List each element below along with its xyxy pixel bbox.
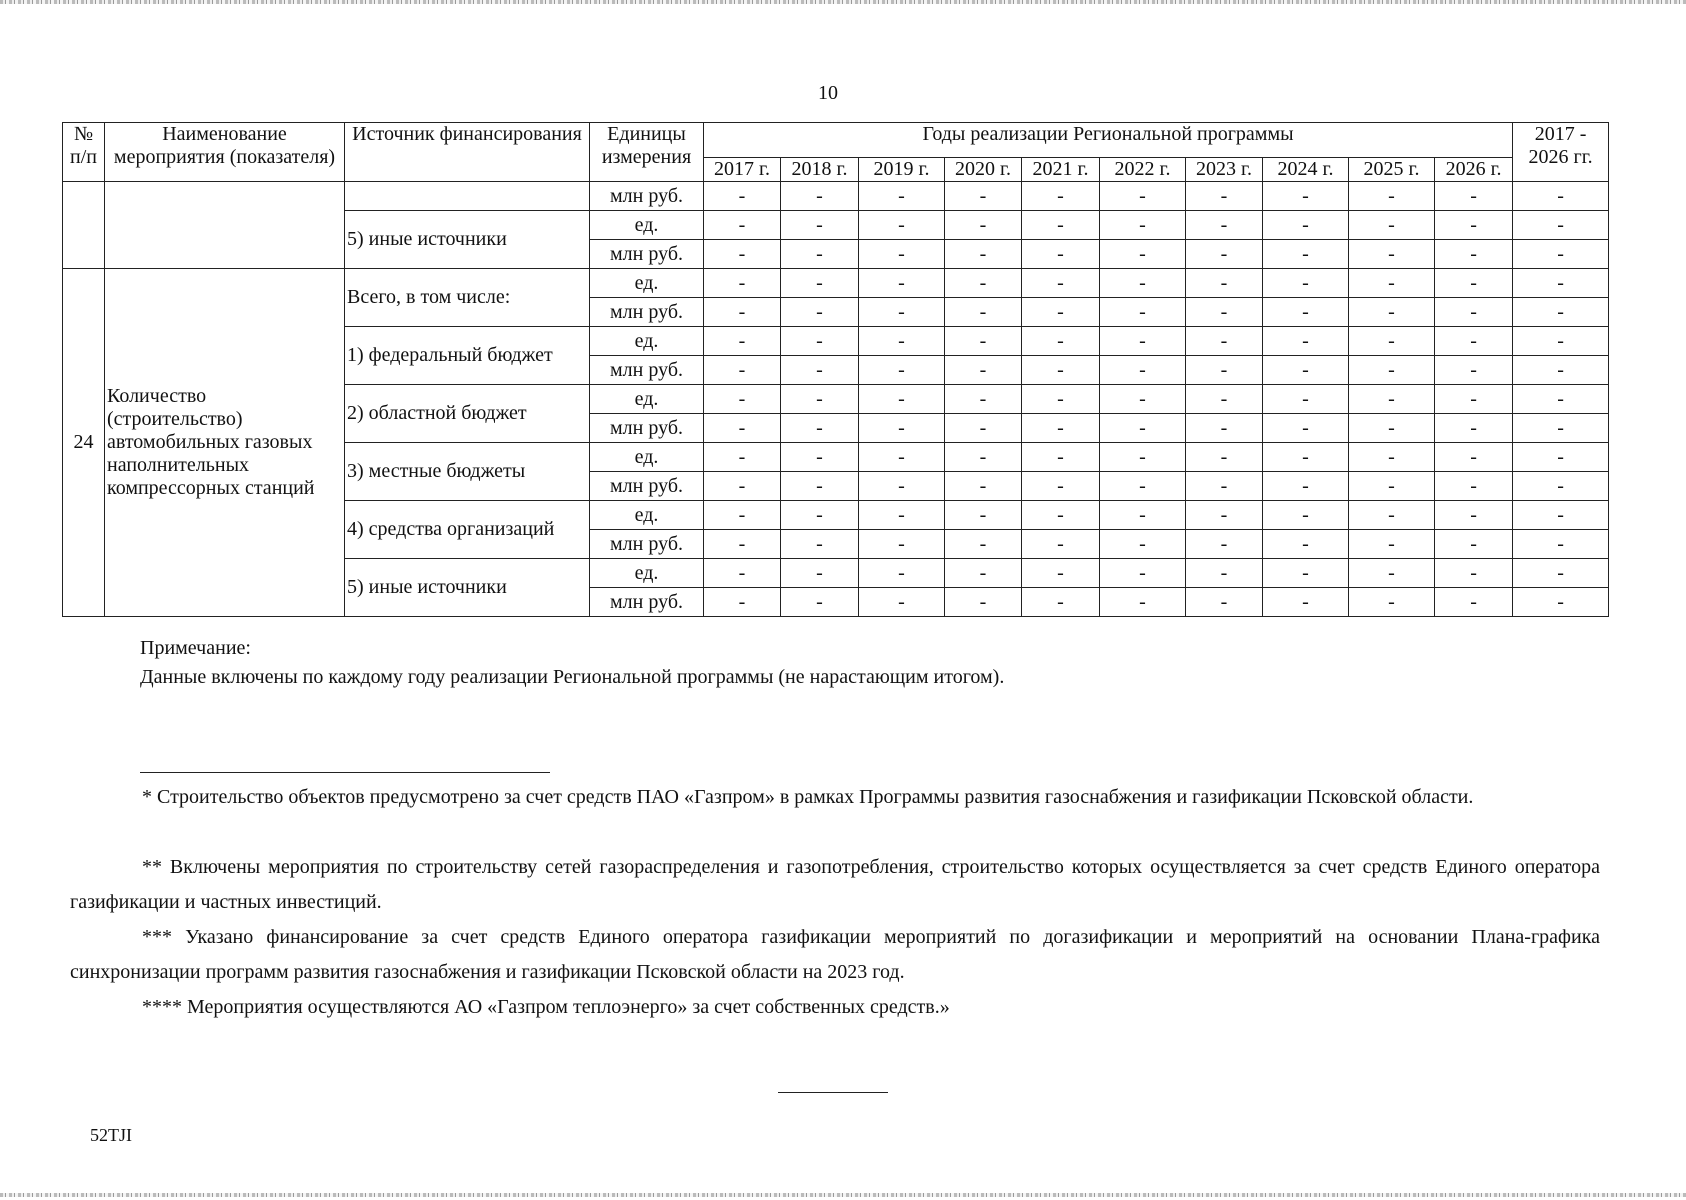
- value-cell: -: [1513, 269, 1609, 298]
- value-cell: -: [1349, 443, 1435, 472]
- value-cell: -: [704, 588, 781, 617]
- value-cell: -: [859, 211, 945, 240]
- value-cell: -: [1263, 211, 1349, 240]
- value-cell: -: [781, 356, 859, 385]
- value-cell: -: [1513, 356, 1609, 385]
- value-cell: -: [1513, 443, 1609, 472]
- value-cell: -: [1435, 443, 1513, 472]
- source-cell: Всего, в том числе:: [345, 269, 590, 327]
- value-cell: -: [1435, 588, 1513, 617]
- value-cell: -: [704, 443, 781, 472]
- value-cell: -: [1349, 182, 1435, 211]
- value-cell: -: [859, 472, 945, 501]
- value-cell: -: [1263, 443, 1349, 472]
- value-cell: -: [781, 182, 859, 211]
- value-cell: -: [945, 269, 1022, 298]
- value-cell: -: [781, 298, 859, 327]
- header-year: 2019 г.: [859, 158, 945, 182]
- value-cell: -: [1022, 182, 1100, 211]
- value-cell: -: [781, 211, 859, 240]
- value-cell: -: [1263, 588, 1349, 617]
- header-year: 2018 г.: [781, 158, 859, 182]
- value-cell: -: [1022, 414, 1100, 443]
- unit-cell: ед.: [590, 269, 704, 298]
- value-cell: -: [859, 443, 945, 472]
- value-cell: -: [859, 559, 945, 588]
- table-row: [63, 182, 1609, 211]
- value-cell: -: [704, 501, 781, 530]
- value-cell: -: [1022, 385, 1100, 414]
- unit-cell: ед.: [590, 443, 704, 472]
- value-cell: -: [1100, 443, 1186, 472]
- value-cell: -: [1022, 588, 1100, 617]
- value-cell: -: [1263, 414, 1349, 443]
- value-cell: -: [1186, 501, 1263, 530]
- value-cell: -: [859, 269, 945, 298]
- value-cell: -: [1186, 182, 1263, 211]
- value-cell: -: [1513, 211, 1609, 240]
- value-cell: -: [1100, 501, 1186, 530]
- value-cell: -: [704, 182, 781, 211]
- value-cell: -: [1186, 327, 1263, 356]
- value-cell: -: [1513, 240, 1609, 269]
- value-cell: -: [1100, 385, 1186, 414]
- value-cell: -: [1349, 240, 1435, 269]
- value-cell: -: [1349, 530, 1435, 559]
- value-cell: -: [1022, 269, 1100, 298]
- value-cell: -: [1022, 530, 1100, 559]
- value-cell: -: [1435, 472, 1513, 501]
- value-cell: -: [704, 211, 781, 240]
- value-cell: -: [1435, 530, 1513, 559]
- source-cell: 4) средства организаций: [345, 501, 590, 559]
- value-cell: -: [704, 298, 781, 327]
- value-cell: -: [781, 443, 859, 472]
- value-cell: -: [945, 182, 1022, 211]
- doc-code: 52TJI: [90, 1125, 132, 1145]
- value-cell: -: [1186, 356, 1263, 385]
- value-cell: -: [1349, 269, 1435, 298]
- num-cell-empty: [63, 182, 105, 269]
- source-cell: 2) областной бюджет: [345, 385, 590, 443]
- header-year: 2024 г.: [1263, 158, 1349, 182]
- value-cell: -: [1513, 385, 1609, 414]
- value-cell: -: [704, 327, 781, 356]
- value-cell: -: [1022, 443, 1100, 472]
- value-cell: -: [1349, 588, 1435, 617]
- value-cell: -: [1022, 472, 1100, 501]
- value-cell: -: [704, 356, 781, 385]
- value-cell: -: [1435, 414, 1513, 443]
- header-total: 2017 - 2026 гг.: [1513, 123, 1609, 182]
- header-num: № п/п: [63, 123, 105, 182]
- footnote-4: **** Мероприятия осуществляются АО «Газпром теплоэнерго» за счет собственных средств.»: [142, 996, 950, 1018]
- value-cell: -: [1349, 559, 1435, 588]
- value-cell: -: [1186, 298, 1263, 327]
- value-cell: -: [1513, 327, 1609, 356]
- unit-cell: ед.: [590, 559, 704, 588]
- value-cell: -: [781, 269, 859, 298]
- note-title: Примечание:: [140, 637, 251, 659]
- value-cell: -: [1349, 327, 1435, 356]
- value-cell: -: [781, 588, 859, 617]
- value-cell: -: [1263, 269, 1349, 298]
- value-cell: -: [781, 472, 859, 501]
- header-year: 2020 г.: [945, 158, 1022, 182]
- value-cell: -: [1513, 501, 1609, 530]
- unit-cell: млн руб.: [590, 240, 704, 269]
- value-cell: -: [1513, 182, 1609, 211]
- value-cell: -: [1100, 298, 1186, 327]
- page-number: 10: [818, 82, 838, 104]
- value-cell: -: [781, 559, 859, 588]
- value-cell: -: [1513, 559, 1609, 588]
- unit-cell: млн руб.: [590, 356, 704, 385]
- value-cell: -: [1263, 182, 1349, 211]
- value-cell: -: [1022, 501, 1100, 530]
- name-cell-empty: [105, 182, 345, 269]
- note-text: Данные включены по каждому году реализации Региональной программы (не нарастающим итогом).: [140, 666, 1005, 688]
- value-cell: -: [1435, 269, 1513, 298]
- value-cell: -: [704, 530, 781, 559]
- value-cell: -: [781, 240, 859, 269]
- value-cell: -: [945, 298, 1022, 327]
- scan-edge-top: [0, 0, 1686, 4]
- scan-edge-bottom: [0, 1193, 1686, 1197]
- value-cell: -: [1435, 327, 1513, 356]
- value-cell: -: [859, 327, 945, 356]
- value-cell: -: [1349, 385, 1435, 414]
- value-cell: -: [1186, 414, 1263, 443]
- value-cell: -: [1263, 472, 1349, 501]
- value-cell: -: [1100, 414, 1186, 443]
- value-cell: -: [1022, 298, 1100, 327]
- value-cell: -: [781, 414, 859, 443]
- value-cell: -: [945, 472, 1022, 501]
- header-year: 2025 г.: [1349, 158, 1435, 182]
- value-cell: -: [945, 240, 1022, 269]
- value-cell: -: [1186, 588, 1263, 617]
- value-cell: -: [1435, 385, 1513, 414]
- value-cell: -: [1263, 501, 1349, 530]
- value-cell: -: [1022, 211, 1100, 240]
- source-cell: 3) местные бюджеты: [345, 443, 590, 501]
- header-units: Единицы измерения: [590, 123, 704, 182]
- unit-cell: млн руб.: [590, 182, 704, 211]
- header-years-group: Годы реализации Региональной программы: [704, 123, 1513, 158]
- end-separator: [778, 1092, 888, 1093]
- value-cell: -: [704, 559, 781, 588]
- value-cell: -: [1263, 385, 1349, 414]
- table-row: [63, 269, 1609, 298]
- value-cell: -: [1186, 443, 1263, 472]
- source-cell: [345, 182, 590, 211]
- value-cell: -: [859, 240, 945, 269]
- header-year: 2026 г.: [1435, 158, 1513, 182]
- value-cell: -: [859, 182, 945, 211]
- value-cell: -: [1435, 298, 1513, 327]
- footnote-3: *** Указано финансирование за счет средств Единого оператора газификации мероприятий по догазификации и мероприятий на основании Плана-графика синхронизации программ развития газоснабжения и газификации Псковской области на 2023 год.: [70, 926, 1600, 983]
- value-cell: -: [1263, 327, 1349, 356]
- value-cell: -: [1349, 501, 1435, 530]
- value-cell: -: [1100, 211, 1186, 240]
- value-cell: -: [945, 588, 1022, 617]
- unit-cell: ед.: [590, 501, 704, 530]
- value-cell: -: [1513, 530, 1609, 559]
- value-cell: -: [1186, 269, 1263, 298]
- unit-cell: млн руб.: [590, 298, 704, 327]
- value-cell: -: [1513, 588, 1609, 617]
- value-cell: -: [1100, 530, 1186, 559]
- source-cell: 5) иные источники: [345, 211, 590, 269]
- value-cell: -: [1349, 356, 1435, 385]
- value-cell: -: [1349, 414, 1435, 443]
- unit-cell: ед.: [590, 327, 704, 356]
- value-cell: -: [1100, 240, 1186, 269]
- value-cell: -: [859, 385, 945, 414]
- header-year: 2021 г.: [1022, 158, 1100, 182]
- value-cell: -: [1263, 530, 1349, 559]
- table-body: [63, 182, 1609, 617]
- value-cell: -: [1435, 240, 1513, 269]
- value-cell: -: [945, 211, 1022, 240]
- value-cell: -: [1100, 588, 1186, 617]
- value-cell: -: [1186, 240, 1263, 269]
- value-cell: -: [859, 501, 945, 530]
- unit-cell: ед.: [590, 211, 704, 240]
- header-year: 2023 г.: [1186, 158, 1263, 182]
- value-cell: -: [1435, 211, 1513, 240]
- value-cell: -: [945, 385, 1022, 414]
- value-cell: -: [1263, 298, 1349, 327]
- value-cell: -: [945, 530, 1022, 559]
- value-cell: -: [1435, 559, 1513, 588]
- value-cell: -: [945, 327, 1022, 356]
- value-cell: -: [1100, 472, 1186, 501]
- value-cell: -: [1100, 559, 1186, 588]
- value-cell: -: [1100, 356, 1186, 385]
- value-cell: -: [945, 559, 1022, 588]
- value-cell: -: [1349, 472, 1435, 501]
- value-cell: -: [1022, 356, 1100, 385]
- source-cell: 1) федеральный бюджет: [345, 327, 590, 385]
- value-cell: -: [704, 385, 781, 414]
- value-cell: -: [704, 472, 781, 501]
- unit-cell: млн руб.: [590, 588, 704, 617]
- value-cell: -: [1100, 269, 1186, 298]
- value-cell: -: [1186, 211, 1263, 240]
- header-year: 2017 г.: [704, 158, 781, 182]
- value-cell: -: [1186, 385, 1263, 414]
- value-cell: -: [1100, 182, 1186, 211]
- header-source: Источник финансирования: [345, 123, 590, 182]
- value-cell: -: [704, 414, 781, 443]
- unit-cell: ед.: [590, 385, 704, 414]
- unit-cell: млн руб.: [590, 530, 704, 559]
- value-cell: -: [1435, 501, 1513, 530]
- value-cell: -: [1435, 356, 1513, 385]
- value-cell: -: [859, 298, 945, 327]
- source-cell: 5) иные источники: [345, 559, 590, 617]
- value-cell: -: [1349, 298, 1435, 327]
- value-cell: -: [1513, 298, 1609, 327]
- value-cell: -: [859, 356, 945, 385]
- value-cell: -: [1186, 472, 1263, 501]
- footnote-1: * Строительство объектов предусмотрено за счет средств ПАО «Газпром» в рамках Программы развития газоснабжения и газификации Псковской области.: [142, 786, 1474, 808]
- header-name: Наименование мероприятия (показателя): [105, 123, 345, 182]
- value-cell: -: [1022, 559, 1100, 588]
- value-cell: -: [1513, 472, 1609, 501]
- value-cell: -: [781, 530, 859, 559]
- value-cell: -: [859, 414, 945, 443]
- value-cell: -: [1186, 559, 1263, 588]
- value-cell: -: [1349, 211, 1435, 240]
- value-cell: -: [945, 356, 1022, 385]
- value-cell: -: [1100, 327, 1186, 356]
- value-cell: -: [1263, 559, 1349, 588]
- value-cell: -: [859, 588, 945, 617]
- value-cell: -: [859, 530, 945, 559]
- unit-cell: млн руб.: [590, 472, 704, 501]
- footnote-2: ** Включены мероприятия по строительству сетей газораспределения и газопотребления, строительство которых осуществляется за счет средств Единого оператора газификации и частных инвестиций.: [70, 856, 1600, 913]
- value-cell: -: [1263, 240, 1349, 269]
- value-cell: -: [1263, 356, 1349, 385]
- value-cell: -: [1022, 240, 1100, 269]
- value-cell: -: [945, 501, 1022, 530]
- header-year: 2022 г.: [1100, 158, 1186, 182]
- value-cell: -: [704, 240, 781, 269]
- footnote-separator: [140, 772, 550, 773]
- value-cell: -: [1513, 414, 1609, 443]
- value-cell: -: [945, 443, 1022, 472]
- value-cell: -: [1022, 327, 1100, 356]
- value-cell: -: [1435, 182, 1513, 211]
- unit-cell: млн руб.: [590, 414, 704, 443]
- value-cell: -: [781, 327, 859, 356]
- value-cell: -: [781, 501, 859, 530]
- value-cell: -: [704, 269, 781, 298]
- value-cell: -: [781, 385, 859, 414]
- program-table: [62, 122, 1609, 617]
- value-cell: -: [945, 414, 1022, 443]
- item-number: 24: [63, 269, 105, 617]
- item-name: Количество (строительство) автомобильных газовых наполнительных компрессорных станций: [105, 269, 345, 617]
- value-cell: -: [1186, 530, 1263, 559]
